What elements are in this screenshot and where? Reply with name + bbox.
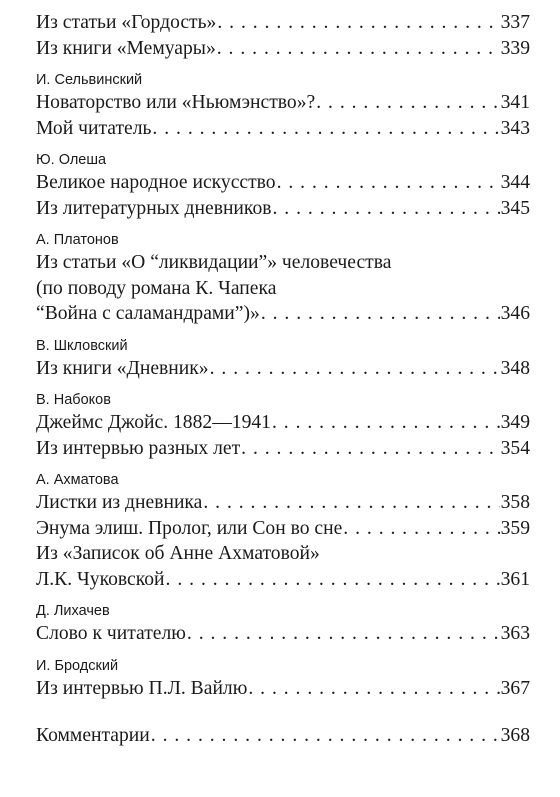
toc-entry[interactable] [36, 196, 530, 222]
toc-page-number: 358 [500, 492, 530, 513]
dot-leader [166, 567, 500, 593]
toc-entry-title: Из интервью разных лет [36, 437, 241, 459]
dot-leader [203, 490, 499, 516]
toc-page-number: 346 [500, 303, 530, 324]
author-heading: В. Набоков [36, 392, 111, 408]
toc-entry-title: Л.К. Чуковской [36, 568, 165, 590]
toc-entry[interactable] [36, 116, 530, 142]
dot-leader [343, 516, 499, 542]
author-heading: Ю. Олеша [36, 152, 107, 168]
dot-leader [261, 301, 500, 327]
dot-leader [210, 356, 500, 382]
toc-page-number: 359 [500, 517, 530, 539]
toc-entry-title: “Война с саламандрами”)» [36, 303, 260, 324]
toc-entry-title: Новаторство или «Ньюмэнство»? [36, 92, 316, 113]
toc-entry[interactable] [36, 516, 530, 542]
dot-leader [217, 36, 500, 62]
dot-leader [273, 196, 500, 222]
toc-entry-title: Из книги «Дневник» [36, 357, 209, 379]
toc-page-number: 345 [500, 197, 530, 219]
toc-entry[interactable] [36, 10, 530, 36]
toc-page-number: 349 [500, 412, 530, 433]
toc-entry[interactable] [36, 490, 530, 516]
toc-entry-title: Листки из дневника [36, 492, 203, 513]
dot-leader [152, 116, 499, 142]
author-heading: В. Шкловский [36, 337, 128, 354]
toc-page-number: 339 [500, 37, 530, 59]
toc-entry-title: Комментарии [36, 725, 150, 746]
dot-leader [272, 410, 500, 436]
toc-page-number: 343 [500, 117, 530, 139]
section-spacer [36, 701, 530, 723]
toc-entry[interactable] [36, 36, 530, 62]
author-heading: Д. Лихачев [36, 603, 110, 619]
dot-leader [241, 436, 499, 462]
author-heading: И. Сельвинский [36, 72, 143, 88]
dot-leader [248, 676, 499, 702]
toc-entry[interactable] [36, 356, 530, 382]
toc-entry[interactable] [36, 723, 530, 749]
author-heading: И. Бродский [36, 657, 119, 674]
toc-entry[interactable] [36, 90, 530, 116]
toc-page-number: 367 [500, 677, 530, 699]
toc-page-number: 341 [500, 92, 530, 113]
toc-entry-line[interactable]: Из статьи «О “ликвидации”» человечества [36, 252, 392, 273]
toc-entry[interactable] [36, 676, 530, 702]
toc-entry-title: Великое народное искусство [36, 172, 276, 193]
toc-entry[interactable] [36, 567, 530, 593]
toc-entry-line[interactable]: (по поводу романа К. Чапека [36, 277, 277, 299]
toc-entry[interactable] [36, 621, 530, 647]
author-heading: А. Ахматова [36, 472, 119, 488]
table-of-contents [36, 10, 530, 749]
toc-entry-title: Энума элиш. Пролог, или Сон во сне [36, 517, 343, 539]
toc-page-number: 344 [500, 172, 530, 193]
dot-leader [187, 621, 500, 647]
dot-leader [316, 90, 499, 116]
toc-entry-title: Из литературных дневников [36, 197, 272, 219]
toc-entry-title: Из статьи «Гордость» [36, 12, 217, 33]
toc-entry-title: Из интервью П.Л. Вайлю [36, 677, 248, 699]
toc-entry-title: Мой читатель [36, 117, 152, 139]
toc-page-number: 354 [500, 437, 530, 459]
toc-page-number: 363 [500, 623, 530, 644]
toc-entry-title: Из книги «Мемуары» [36, 37, 216, 59]
toc-entry-title: Джеймс Джойс. 1882—1941 [36, 412, 271, 433]
toc-page-number: 337 [500, 12, 530, 33]
toc-entry-line[interactable]: Из «Записок об Анне Ахматовой» [36, 543, 320, 564]
dot-leader [151, 723, 500, 749]
toc-entry[interactable] [36, 170, 530, 196]
author-heading: А. Платонов [36, 232, 119, 248]
toc-entry-title: Слово к читателю [36, 623, 186, 644]
toc-page-number: 348 [500, 357, 530, 379]
toc-entry[interactable] [36, 301, 530, 327]
toc-page-number: 368 [500, 725, 530, 746]
dot-leader [217, 10, 499, 36]
toc-entry[interactable] [36, 410, 530, 436]
toc-page-number: 361 [500, 568, 530, 590]
toc-entry[interactable] [36, 436, 530, 462]
dot-leader [277, 170, 500, 196]
